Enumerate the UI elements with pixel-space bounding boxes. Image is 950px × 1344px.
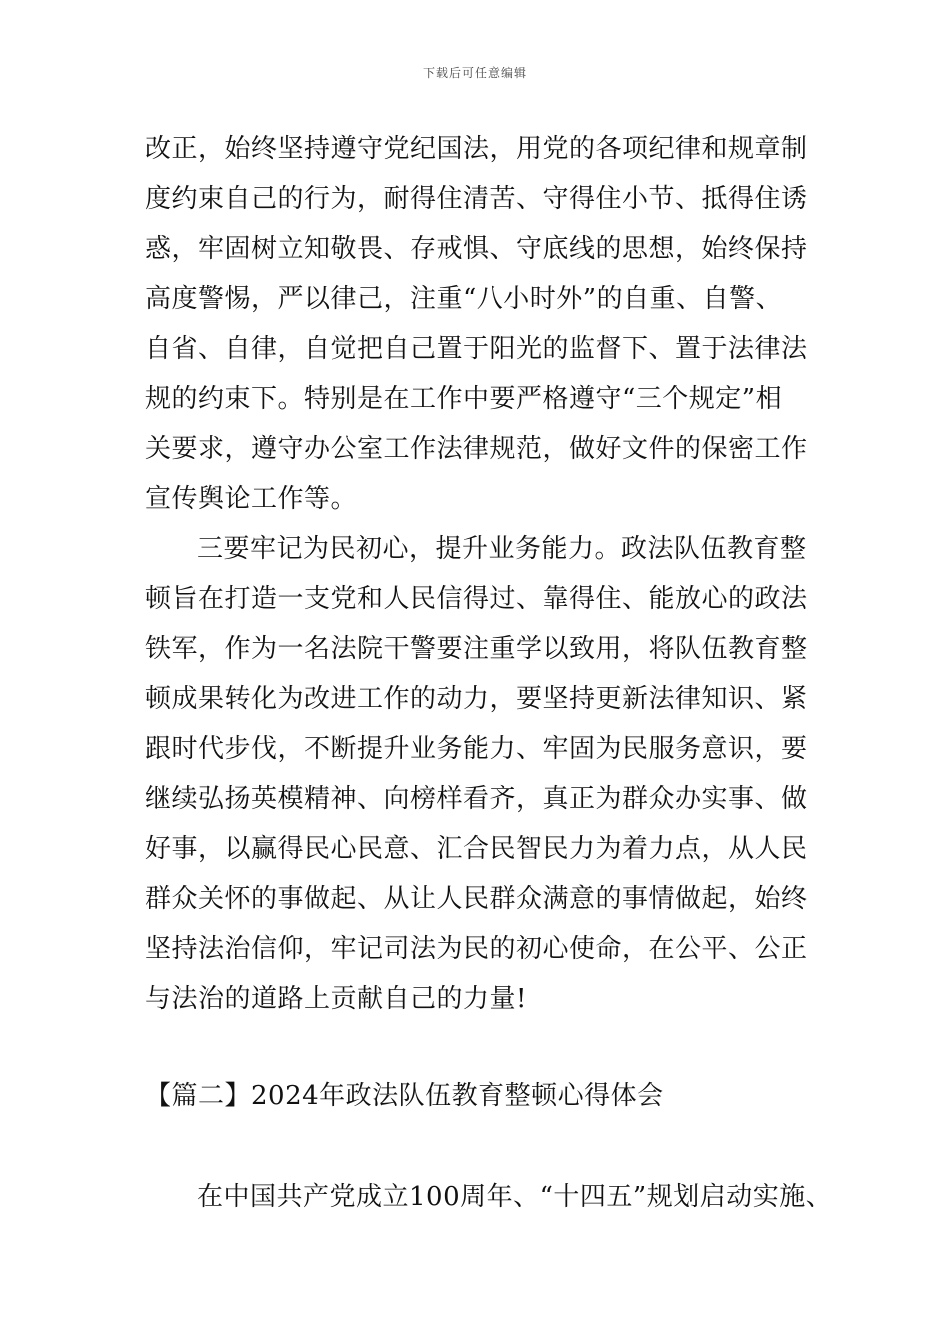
- body-line: 群众关怀的事做起、从让人民群众满意的事情做起，始终: [145, 884, 808, 914]
- body-line: 高度警惕，严以律己，注重“八小时外”的自重、自警、: [145, 284, 783, 314]
- body-line: 铁军，作为一名法院干警要注重学以致用，将队伍教育整: [145, 634, 808, 664]
- body-line: 继续弘扬英模精神、向榜样看齐，真正为群众办实事、做: [145, 784, 808, 814]
- body-line: 跟时代步伐，不断提升业务能力、牢固为民服务意识，要: [145, 734, 808, 764]
- body-line: 顿旨在打造一支党和人民信得过、靠得住、能放心的政法: [145, 584, 808, 614]
- body-line: 在中国共产党成立100周年、“十四五”规划启动实施、: [197, 1182, 833, 1212]
- section-heading: 【篇二】2024年政法队伍教育整顿心得体会: [145, 1081, 664, 1111]
- body-line: 坚持法治信仰，牢记司法为民的初心使命，在公平、公正: [145, 934, 808, 964]
- body-line: 顿成果转化为改进工作的动力，要坚持更新法律知识、紧: [145, 684, 808, 714]
- body-line: 规的约束下。特别是在工作中要严格遵守“三个规定”相: [145, 384, 783, 414]
- body-line: 关要求，遵守办公室工作法律规范，做好文件的保密工作: [145, 434, 808, 464]
- body-line: 度约束自己的行为，耐得住清苦、守得住小节、抵得住诱: [145, 184, 808, 214]
- header-note: 下载后可任意编辑: [422, 66, 527, 80]
- body-line: 三要牢记为民初心，提升业务能力。政法队伍教育整: [197, 534, 807, 564]
- body-line: 改正，始终坚持遵守党纪国法，用党的各项纪律和规章制: [145, 134, 808, 164]
- body-line: 宣传舆论工作等。: [145, 484, 358, 514]
- body-line: 好事，以赢得民心民意、汇合民智民力为着力点，从人民: [145, 834, 808, 864]
- body-line: 自省、自律，自觉把自己置于阳光的监督下、置于法律法: [145, 334, 808, 364]
- body-line: 惑，牢固树立知敬畏、存戒惧、守底线的思想，始终保持: [145, 234, 808, 264]
- body-line: 与法治的道路上贡献自己的力量!: [145, 984, 527, 1014]
